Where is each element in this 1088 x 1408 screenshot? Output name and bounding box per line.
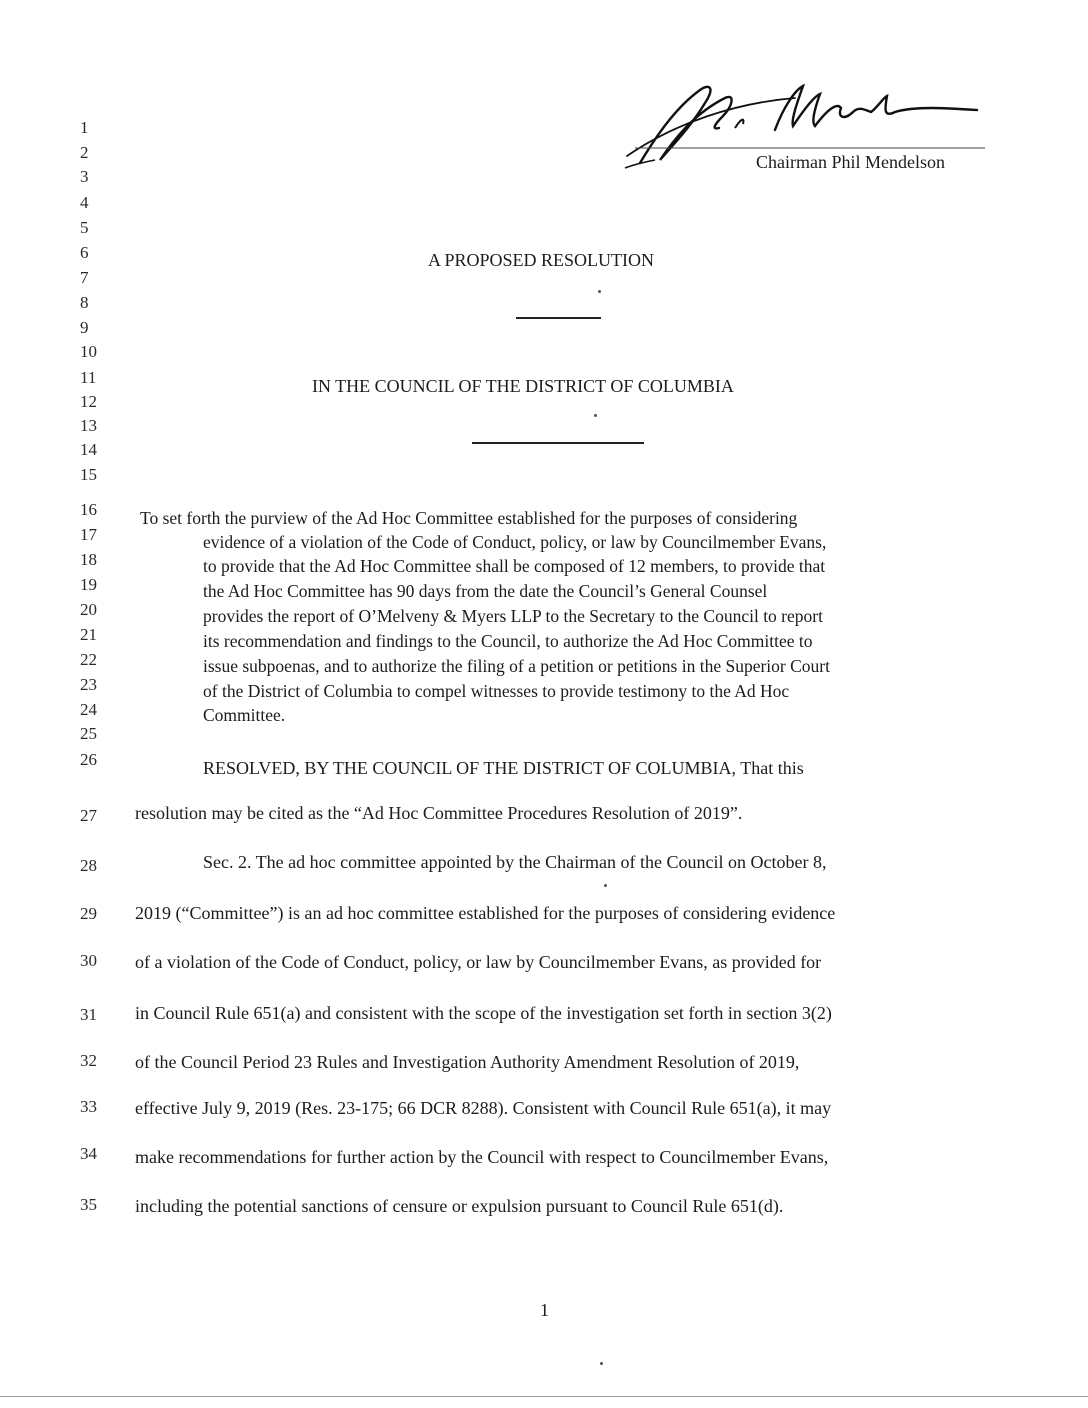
- line-number: 23: [80, 675, 97, 694]
- line-number: 16: [80, 500, 97, 519]
- council-divider: [472, 442, 644, 444]
- line-number: 21: [80, 625, 97, 644]
- proposed-resolution-heading: A PROPOSED RESOLUTION: [428, 250, 655, 270]
- title-line: issue subpoenas, and to authorize the filing of a petition or petitions in the Superior Court: [203, 656, 830, 676]
- line-number: 1: [80, 118, 89, 137]
- line-number: 11: [80, 368, 97, 387]
- line-number: 17: [80, 525, 97, 544]
- line-number: 7: [80, 268, 89, 287]
- body-line: of the Council Period 23 Rules and Investigation Authority Amendment Resolution of 2019,: [135, 1052, 800, 1072]
- line-number: 25: [80, 724, 97, 743]
- line-number: 3: [80, 167, 89, 186]
- line-number: 18: [80, 550, 97, 569]
- line-number: 15: [80, 465, 97, 484]
- line-number: 33: [80, 1097, 97, 1116]
- line-number: 30: [80, 951, 97, 970]
- scan-edge: [0, 1396, 1088, 1397]
- signature-caption: Chairman Phil Mendelson: [756, 152, 945, 172]
- line-number: 26: [80, 750, 97, 769]
- title-line: of the District of Columbia to compel witnesses to provide testimony to the Ad Hoc: [203, 681, 790, 701]
- body-line: effective July 9, 2019 (Res. 23-175; 66 DCR 8288). Consistent with Council Rule 651(a), it may: [135, 1098, 832, 1118]
- line-number: 34: [80, 1144, 97, 1163]
- scan-speck: [604, 884, 607, 887]
- line-number: 24: [80, 700, 97, 719]
- line-number: 19: [80, 575, 97, 594]
- line-number: 9: [80, 318, 89, 337]
- title-line: To set forth the purview of the Ad Hoc Committee established for the purposes of considering: [140, 508, 798, 528]
- title-line: the Ad Hoc Committee has 90 days from the date the Council’s General Counsel: [203, 581, 768, 601]
- line-number: 12: [80, 392, 97, 411]
- title-line: evidence of a violation of the Code of Conduct, policy, or law by Councilmember Evans,: [203, 532, 827, 552]
- council-heading: IN THE COUNCIL OF THE DISTRICT OF COLUMBIA: [312, 376, 734, 396]
- line-number: 28: [80, 856, 97, 875]
- scan-speck: [598, 290, 601, 293]
- body-line: in Council Rule 651(a) and consistent with the scope of the investigation set forth in section 3(2): [135, 1003, 832, 1023]
- line-number: 2: [80, 143, 89, 162]
- title-line: its recommendation and findings to the Council, to authorize the Ad Hoc Committee to: [203, 631, 813, 651]
- line-number: 14: [80, 440, 97, 459]
- title-line: provides the report of O’Melveny & Myers LLP to the Secretary to the Council to report: [203, 606, 823, 626]
- title-line: to provide that the Ad Hoc Committee shall be composed of 12 members, to provide that: [203, 556, 826, 576]
- page-number: 1: [540, 1300, 549, 1320]
- line-number: 5: [80, 218, 89, 237]
- scan-speck: [600, 1362, 603, 1365]
- line-number: 13: [80, 416, 97, 435]
- line-number: 27: [80, 806, 97, 825]
- body-line: make recommendations for further action by the Council with respect to Councilmember Evans,: [135, 1147, 829, 1167]
- line-number: 31: [80, 1005, 97, 1024]
- line-number: 35: [80, 1195, 97, 1214]
- line-number: 29: [80, 904, 97, 923]
- body-line: Sec. 2. The ad hoc committee appointed by the Chairman of the Council on October 8,: [203, 852, 827, 872]
- line-number: 10: [80, 342, 97, 361]
- line-number: 20: [80, 600, 97, 619]
- scan-speck: [594, 414, 597, 417]
- body-line: RESOLVED, BY THE COUNCIL OF THE DISTRICT OF COLUMBIA, That this: [203, 758, 804, 778]
- line-number: 32: [80, 1051, 97, 1070]
- body-line: resolution may be cited as the “Ad Hoc Committee Procedures Resolution of 2019”.: [135, 803, 743, 823]
- body-line: including the potential sanctions of censure or expulsion pursuant to Council Rule 651(d).: [135, 1196, 784, 1216]
- heading-divider: [516, 317, 601, 319]
- line-number: 22: [80, 650, 97, 669]
- line-number: 4: [80, 193, 89, 212]
- body-line: 2019 (“Committee”) is an ad hoc committee established for the purposes of considering evidence: [135, 903, 836, 923]
- line-number: 8: [80, 293, 89, 312]
- line-number: 6: [80, 243, 89, 262]
- body-line: of a violation of the Code of Conduct, policy, or law by Councilmember Evans, as provided for: [135, 952, 822, 972]
- title-line: Committee.: [203, 705, 286, 725]
